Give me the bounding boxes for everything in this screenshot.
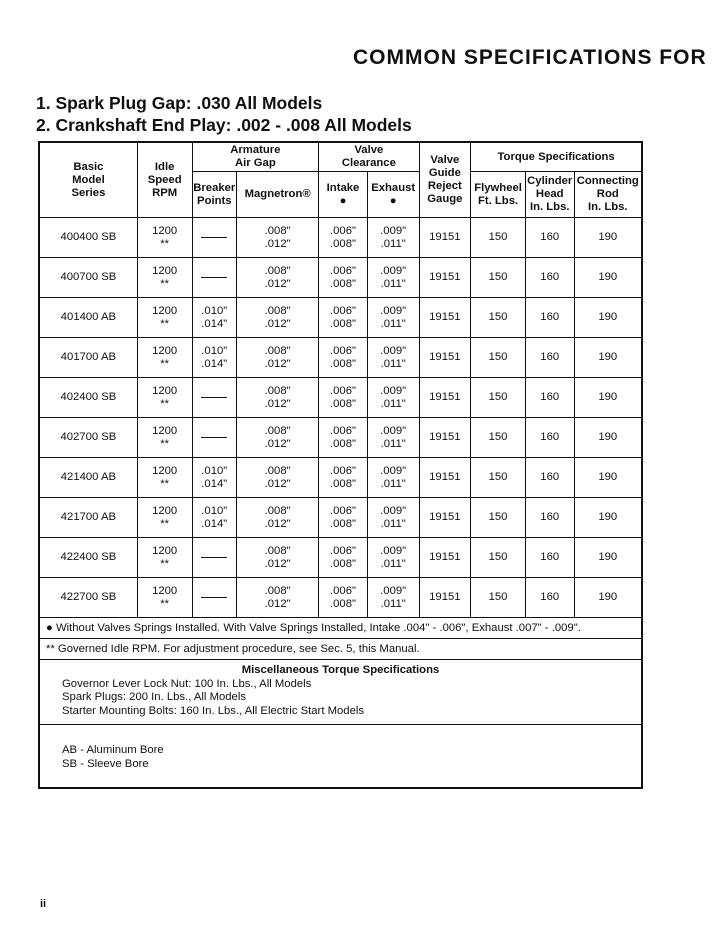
intake-cell: .006" .008" (319, 498, 368, 538)
misc-torque-item: Spark Plugs: 200 In. Lbs., All Models (62, 691, 246, 703)
dash-mark (201, 397, 227, 398)
intake-cell: .006" .008" (319, 258, 368, 298)
cylinder-head-cell: 160 (525, 218, 574, 258)
table-row (39, 298, 642, 338)
table-row (39, 458, 642, 498)
dash-mark (201, 597, 227, 598)
gauge-cell: 19151 (419, 578, 471, 618)
intake-cell: .006" .008" (319, 338, 368, 378)
bore-legend-item: AB - Aluminum Bore (62, 744, 164, 756)
exhaust-cell: .009" .011" (367, 298, 419, 338)
bore-legend-item: SB - Sleeve Bore (62, 758, 149, 770)
header-valve-guide-reject-gauge: Valve Guide Reject Gauge (419, 142, 471, 218)
gauge-cell: 19151 (419, 298, 471, 338)
header-idle-speed-rpm: Idle Speed RPM (137, 142, 192, 218)
connecting-rod-cell: 190 (574, 218, 642, 258)
misc-torque-title: Miscellaneous Torque Specifications (241, 664, 440, 676)
connecting-rod-cell: 190 (574, 378, 642, 418)
connecting-rod-cell: 190 (574, 498, 642, 538)
header-flywheel: Flywheel Ft. Lbs. (471, 172, 526, 218)
table-body (39, 218, 642, 618)
flywheel-cell: 150 (471, 498, 526, 538)
idle-rpm-cell: 1200 ** (137, 338, 192, 378)
header-exhaust: Exhaust ● (367, 172, 419, 218)
page-heading: COMMON SPECIFICATIONS FOR (353, 46, 707, 69)
gauge-cell: 19151 (419, 258, 471, 298)
spark-plug-gap-spec: 1. Spark Plug Gap: .030 All Models (36, 93, 323, 113)
magnetron-cell: .008" .012" (237, 578, 319, 618)
table-row (39, 538, 642, 578)
model-series-cell: 402700 SB (39, 418, 137, 458)
connecting-rod-cell: 190 (574, 578, 642, 618)
dash-mark (201, 237, 227, 238)
cylinder-head-cell: 160 (525, 498, 574, 538)
cylinder-head-cell: 160 (525, 458, 574, 498)
exhaust-cell: .009" .011" (367, 538, 419, 578)
connecting-rod-cell: 190 (574, 458, 642, 498)
misc-torque-item: Starter Mounting Bolts: 160 In. Lbs., All Electric Start Models (62, 704, 365, 717)
exhaust-cell: .009" .011" (367, 338, 419, 378)
flywheel-cell: 150 (471, 418, 526, 458)
model-series-cell: 400700 SB (39, 258, 137, 298)
gauge-cell: 19151 (419, 498, 471, 538)
exhaust-cell: .009" .011" (367, 378, 419, 418)
magnetron-cell: .008" .012" (237, 538, 319, 578)
misc-torque-item: Governor Lever Lock Nut: 100 In. Lbs., All Models (62, 677, 312, 690)
idle-rpm-cell: 1200 ** (137, 258, 192, 298)
intake-cell: .006" .008" (319, 378, 368, 418)
model-series-cell: 422400 SB (39, 538, 137, 578)
header-basic-model-series: Basic Model Series (39, 142, 137, 218)
idle-rpm-cell: 1200 ** (137, 578, 192, 618)
exhaust-cell: .009" .011" (367, 458, 419, 498)
intake-cell: .006" .008" (319, 418, 368, 458)
idle-rpm-cell: 1200 ** (137, 498, 192, 538)
flywheel-cell: 150 (471, 338, 526, 378)
connecting-rod-cell: 190 (574, 418, 642, 458)
bullet-icon: ● (389, 194, 397, 207)
connecting-rod-cell: 190 (574, 298, 642, 338)
breaker-points-cell: .010" .014" (192, 458, 237, 498)
breaker-points-cell (192, 578, 237, 618)
intake-cell: .006" .008" (319, 578, 368, 618)
header-breaker-points: Breaker Points (192, 172, 237, 218)
magnetron-cell: .008" .012" (237, 378, 319, 418)
model-series-cell: 400400 SB (39, 218, 137, 258)
table-row (39, 338, 642, 378)
table-row (39, 258, 642, 298)
valve-spring-note: ● Without Valves Springs Installed. With Valve Springs Installed, Intake .004" - .006", Exhaust .007" - .009". (39, 618, 642, 639)
model-series-cell: 421400 AB (39, 458, 137, 498)
flywheel-cell: 150 (471, 258, 526, 298)
crankshaft-end-play-spec: 2. Crankshaft End Play: .002 - .008 All Models (36, 115, 412, 135)
header-armature-air-gap: Armature Air Gap (192, 142, 319, 172)
flywheel-cell: 150 (471, 458, 526, 498)
intake-cell: .006" .008" (319, 298, 368, 338)
page-number: ii (40, 898, 47, 910)
header-intake: Intake ● (319, 172, 368, 218)
gauge-cell: 19151 (419, 338, 471, 378)
flywheel-cell: 150 (471, 378, 526, 418)
intake-cell: .006" .008" (319, 538, 368, 578)
magnetron-cell: .008" .012" (237, 458, 319, 498)
gauge-cell: 19151 (419, 458, 471, 498)
cylinder-head-cell: 160 (525, 258, 574, 298)
cylinder-head-cell: 160 (525, 338, 574, 378)
dash-mark (201, 437, 227, 438)
table-row (39, 218, 642, 258)
cylinder-head-cell: 160 (525, 538, 574, 578)
exhaust-cell: .009" .011" (367, 498, 419, 538)
magnetron-cell: .008" .012" (237, 298, 319, 338)
bore-legend (39, 725, 642, 789)
model-series-cell: 401400 AB (39, 298, 137, 338)
idle-rpm-cell: 1200 ** (137, 418, 192, 458)
magnetron-cell: .008" .012" (237, 218, 319, 258)
governed-idle-note: ** Governed Idle RPM. For adjustment procedure, see Sec. 5, this Manual. (39, 639, 642, 660)
cylinder-head-cell: 160 (525, 298, 574, 338)
idle-rpm-cell: 1200 ** (137, 218, 192, 258)
breaker-points-cell: .010" .014" (192, 498, 237, 538)
connecting-rod-cell: 190 (574, 538, 642, 578)
magnetron-cell: .008" .012" (237, 418, 319, 458)
gauge-cell: 19151 (419, 418, 471, 458)
magnetron-cell: .008" .012" (237, 258, 319, 298)
cylinder-head-cell: 160 (525, 578, 574, 618)
cylinder-head-cell: 160 (525, 378, 574, 418)
idle-rpm-cell: 1200 ** (137, 538, 192, 578)
common-specifications-table (38, 141, 643, 789)
dash-mark (201, 557, 227, 558)
intake-cell: .006" .008" (319, 458, 368, 498)
table-row (39, 578, 642, 618)
model-series-cell: 401700 AB (39, 338, 137, 378)
cylinder-head-cell: 160 (525, 418, 574, 458)
breaker-points-cell (192, 418, 237, 458)
header-cylinder-head: Cylinder Head In. Lbs. (525, 172, 574, 218)
table-row (39, 378, 642, 418)
intake-cell: .006" .008" (319, 218, 368, 258)
gauge-cell: 19151 (419, 538, 471, 578)
breaker-points-cell (192, 538, 237, 578)
exhaust-cell: .009" .011" (367, 258, 419, 298)
breaker-points-cell: .010" .014" (192, 338, 237, 378)
model-series-cell: 402400 SB (39, 378, 137, 418)
bullet-icon: ● (339, 194, 347, 207)
model-series-cell: 422700 SB (39, 578, 137, 618)
breaker-points-cell: .010" .014" (192, 298, 237, 338)
header-torque-specifications: Torque Specifications (471, 142, 642, 172)
idle-rpm-cell: 1200 ** (137, 458, 192, 498)
connecting-rod-cell: 190 (574, 338, 642, 378)
magnetron-cell: .008" .012" (237, 338, 319, 378)
idle-rpm-cell: 1200 ** (137, 298, 192, 338)
header-connecting-rod: Connecting Rod In. Lbs. (574, 172, 642, 218)
exhaust-cell: .009" .011" (367, 418, 419, 458)
breaker-points-cell (192, 258, 237, 298)
connecting-rod-cell: 190 (574, 258, 642, 298)
exhaust-cell: .009" .011" (367, 218, 419, 258)
header-magnetron: Magnetron® (237, 172, 319, 218)
dash-mark (201, 277, 227, 278)
flywheel-cell: 150 (471, 578, 526, 618)
flywheel-cell: 150 (471, 298, 526, 338)
model-series-cell: 421700 AB (39, 498, 137, 538)
gauge-cell: 19151 (419, 378, 471, 418)
breaker-points-cell (192, 218, 237, 258)
breaker-points-cell (192, 378, 237, 418)
header-valve-clearance: Valve Clearance (319, 142, 419, 172)
flywheel-cell: 150 (471, 538, 526, 578)
exhaust-cell: .009" .011" (367, 578, 419, 618)
gauge-cell: 19151 (419, 218, 471, 258)
idle-rpm-cell: 1200 ** (137, 378, 192, 418)
table-row (39, 418, 642, 458)
table-row (39, 498, 642, 538)
magnetron-cell: .008" .012" (237, 498, 319, 538)
flywheel-cell: 150 (471, 218, 526, 258)
misc-torque-section (39, 660, 642, 725)
